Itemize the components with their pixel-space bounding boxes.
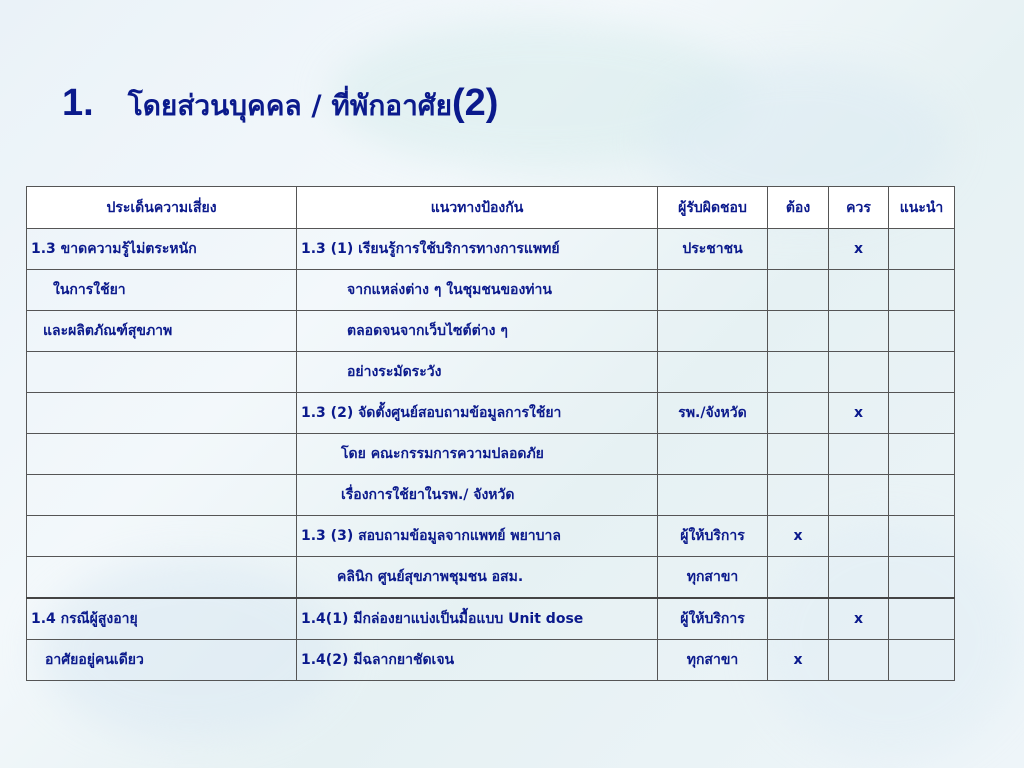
prevention-cell: คลินิก ศูนย์สุขภาพชุมชน อสม. — [297, 557, 658, 599]
table-row — [27, 352, 955, 393]
header-prevention: แนวทางป้องกัน — [297, 187, 658, 229]
recommend-cell — [889, 640, 955, 681]
recommend-cell — [889, 393, 955, 434]
title-text: โดยส่วนบุคคล / ที่พักอาศัย — [127, 89, 452, 122]
title-suffix: (2) — [452, 82, 499, 124]
recommend-cell — [889, 516, 955, 557]
prevention-cell: 1.3 (1) เรียนรู้การใช้บริการทางการแพทย์ — [297, 229, 658, 270]
recommend-cell — [889, 434, 955, 475]
risk-cell — [27, 475, 297, 516]
responsible-cell: ผู้ให้บริการ — [658, 598, 768, 640]
prevention-cell: โดย คณะกรรมการความปลอดภัย — [297, 434, 658, 475]
should-cell: x — [829, 229, 889, 270]
must-cell — [768, 229, 829, 270]
responsible-cell — [658, 352, 768, 393]
responsible-cell: ประชาชน — [658, 229, 768, 270]
should-cell — [829, 270, 889, 311]
prevention-cell: อย่างระมัดระวัง — [297, 352, 658, 393]
risk-cell — [27, 516, 297, 557]
header-must: ต้อง — [768, 187, 829, 229]
must-cell: x — [768, 516, 829, 557]
table-row — [27, 598, 955, 640]
should-cell: x — [829, 598, 889, 640]
responsible-cell — [658, 475, 768, 516]
risk-prevention-table — [26, 186, 955, 681]
table-row — [27, 475, 955, 516]
risk-cell: 1.3 ขาดความรู้ไม่ตระหนัก — [27, 229, 297, 270]
recommend-cell — [889, 475, 955, 516]
must-cell — [768, 393, 829, 434]
should-cell — [829, 557, 889, 599]
table-row — [27, 516, 955, 557]
should-cell — [829, 434, 889, 475]
should-cell: x — [829, 393, 889, 434]
header-recommend: แนะนำ — [889, 187, 955, 229]
prevention-cell: 1.4(2) มีฉลากยาชัดเจน — [297, 640, 658, 681]
recommend-cell — [889, 229, 955, 270]
prevention-cell: ตลอดจนจากเว็บไซต์ต่าง ๆ — [297, 311, 658, 352]
responsible-cell — [658, 434, 768, 475]
risk-cell — [27, 352, 297, 393]
prevention-cell: 1.3 (2) จัดตั้งศูนย์สอบถามข้อมูลการใช้ยา — [297, 393, 658, 434]
table-row — [27, 393, 955, 434]
responsible-cell: ทุกสาขา — [658, 557, 768, 599]
recommend-cell — [889, 352, 955, 393]
must-cell — [768, 598, 829, 640]
prevention-cell: 1.3 (3) สอบถามข้อมูลจากแพทย์ พยาบาล — [297, 516, 658, 557]
responsible-cell: ผู้ให้บริการ — [658, 516, 768, 557]
header-responsible: ผู้รับผิดชอบ — [658, 187, 768, 229]
should-cell — [829, 516, 889, 557]
header-should: ควร — [829, 187, 889, 229]
risk-cell — [27, 393, 297, 434]
prevention-cell: เรื่องการใช้ยาในรพ./ จังหวัด — [297, 475, 658, 516]
must-cell — [768, 311, 829, 352]
should-cell — [829, 311, 889, 352]
must-cell — [768, 557, 829, 599]
table-row — [27, 311, 955, 352]
recommend-cell — [889, 557, 955, 599]
should-cell — [829, 640, 889, 681]
table-row — [27, 557, 955, 599]
table-row — [27, 229, 955, 270]
must-cell — [768, 475, 829, 516]
recommend-cell — [889, 311, 955, 352]
table-row — [27, 434, 955, 475]
must-cell — [768, 270, 829, 311]
prevention-cell: 1.4(1) มีกล่องยาแบ่งเป็นมื้อแบบ Unit dose — [297, 598, 658, 640]
risk-cell: อาศัยอยู่คนเดียว — [27, 640, 297, 681]
slide-title — [62, 82, 498, 128]
recommend-cell — [889, 598, 955, 640]
risk-cell: และผลิตภัณฑ์สุขภาพ — [27, 311, 297, 352]
table-row — [27, 270, 955, 311]
must-cell — [768, 352, 829, 393]
recommend-cell — [889, 270, 955, 311]
header-risk-issue: ประเด็นความเสี่ยง — [27, 187, 297, 229]
table-header-row — [27, 187, 955, 229]
must-cell — [768, 434, 829, 475]
risk-cell — [27, 557, 297, 599]
must-cell: x — [768, 640, 829, 681]
responsible-cell: รพ./จังหวัด — [658, 393, 768, 434]
risk-cell — [27, 434, 297, 475]
responsible-cell — [658, 311, 768, 352]
should-cell — [829, 352, 889, 393]
responsible-cell — [658, 270, 768, 311]
should-cell — [829, 475, 889, 516]
title-number: 1. — [62, 82, 94, 124]
risk-cell: ในการใช้ยา — [27, 270, 297, 311]
risk-cell: 1.4 กรณีผู้สูงอายุ — [27, 598, 297, 640]
table-row — [27, 640, 955, 681]
prevention-cell: จากแหล่งต่าง ๆ ในชุมชนของท่าน — [297, 270, 658, 311]
responsible-cell: ทุกสาขา — [658, 640, 768, 681]
